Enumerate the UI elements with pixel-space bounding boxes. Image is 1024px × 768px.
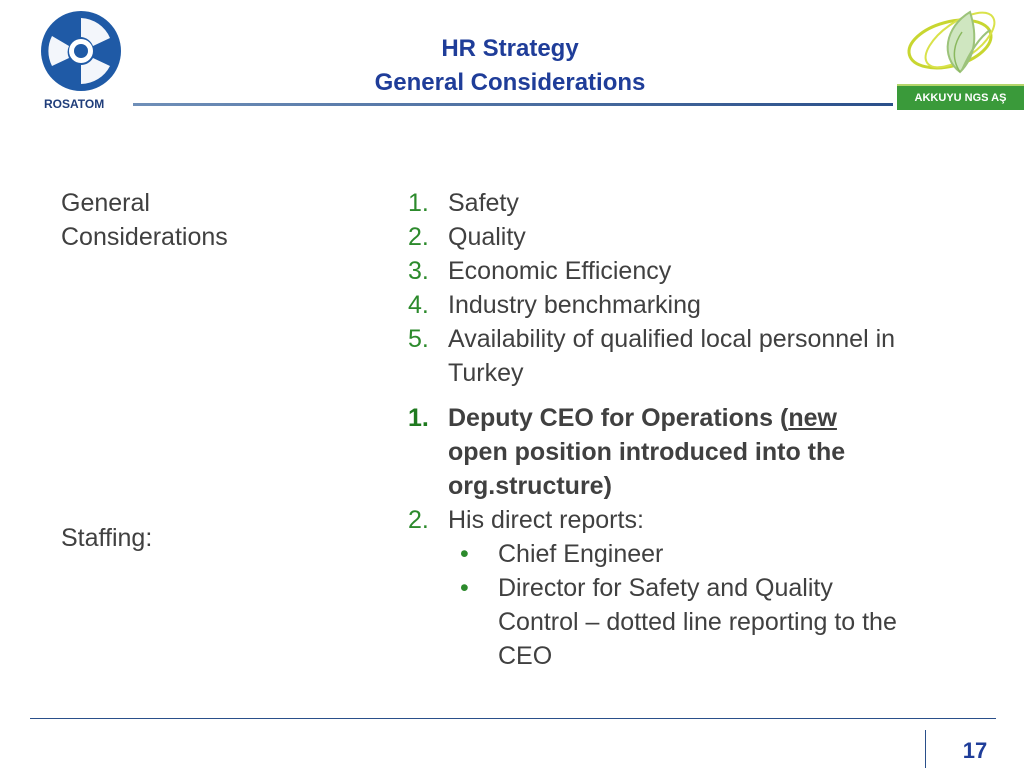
list-number: 5. xyxy=(408,325,429,353)
list-number: 1. xyxy=(408,189,429,217)
bullet-text: CEO xyxy=(498,642,553,670)
label-line: General xyxy=(61,189,150,217)
list-text: org.structure) xyxy=(448,472,612,500)
header-divider xyxy=(133,103,893,106)
list-text: open position introduced into the xyxy=(448,438,846,466)
bullet-text: Chief Engineer xyxy=(498,540,664,568)
underlined-text: new xyxy=(788,404,837,432)
bullet-item xyxy=(398,537,978,571)
list-text: Industry benchmarking xyxy=(448,291,701,319)
staffing-label: Staffing: xyxy=(61,524,153,552)
akkuyu-leaf-logo-icon xyxy=(900,2,1024,86)
bullet-text: Control – dotted line reporting to the xyxy=(498,608,897,636)
list-text: Availability of qualified local personnel in xyxy=(448,325,896,353)
rosatom-logo-label: ROSATOM xyxy=(44,97,105,111)
page-number: 17 xyxy=(962,738,988,763)
list-item xyxy=(398,503,978,537)
bullet-text: Director for Safety and Quality xyxy=(498,574,833,602)
footer-divider xyxy=(30,718,996,719)
bullet-item xyxy=(398,571,978,673)
bullet-icon: • xyxy=(460,540,469,568)
list-item xyxy=(398,220,978,254)
list-text: Economic Efficiency xyxy=(448,257,672,285)
general-considerations-list xyxy=(398,186,978,390)
footer-vertical-divider xyxy=(925,730,926,768)
page-title xyxy=(300,32,720,100)
title-line-2: General Considerations xyxy=(374,69,646,96)
list-number: 2. xyxy=(408,506,429,534)
akkuyu-logo-label: AKKUYU NGS AŞ xyxy=(897,84,1024,110)
staffing-list xyxy=(398,401,978,673)
list-item xyxy=(398,186,978,220)
label-line: Considerations xyxy=(61,223,228,251)
rosatom-logo-icon xyxy=(38,8,124,94)
bullet-icon: • xyxy=(460,574,469,602)
list-text: Quality xyxy=(448,223,526,251)
list-item xyxy=(398,401,978,503)
general-considerations-label xyxy=(61,186,228,254)
list-item xyxy=(398,322,978,390)
list-text: Safety xyxy=(448,189,519,217)
list-number: 3. xyxy=(408,257,429,285)
list-item xyxy=(398,288,978,322)
list-number: 2. xyxy=(408,223,429,251)
list-item xyxy=(398,254,978,288)
list-text: His direct reports: xyxy=(448,506,644,534)
title-line-1: HR Strategy xyxy=(441,35,579,62)
list-number: 1. xyxy=(408,404,429,432)
list-text: Turkey xyxy=(448,359,524,387)
list-number: 4. xyxy=(408,291,429,319)
list-text: Deputy CEO for Operations ( xyxy=(448,404,789,432)
